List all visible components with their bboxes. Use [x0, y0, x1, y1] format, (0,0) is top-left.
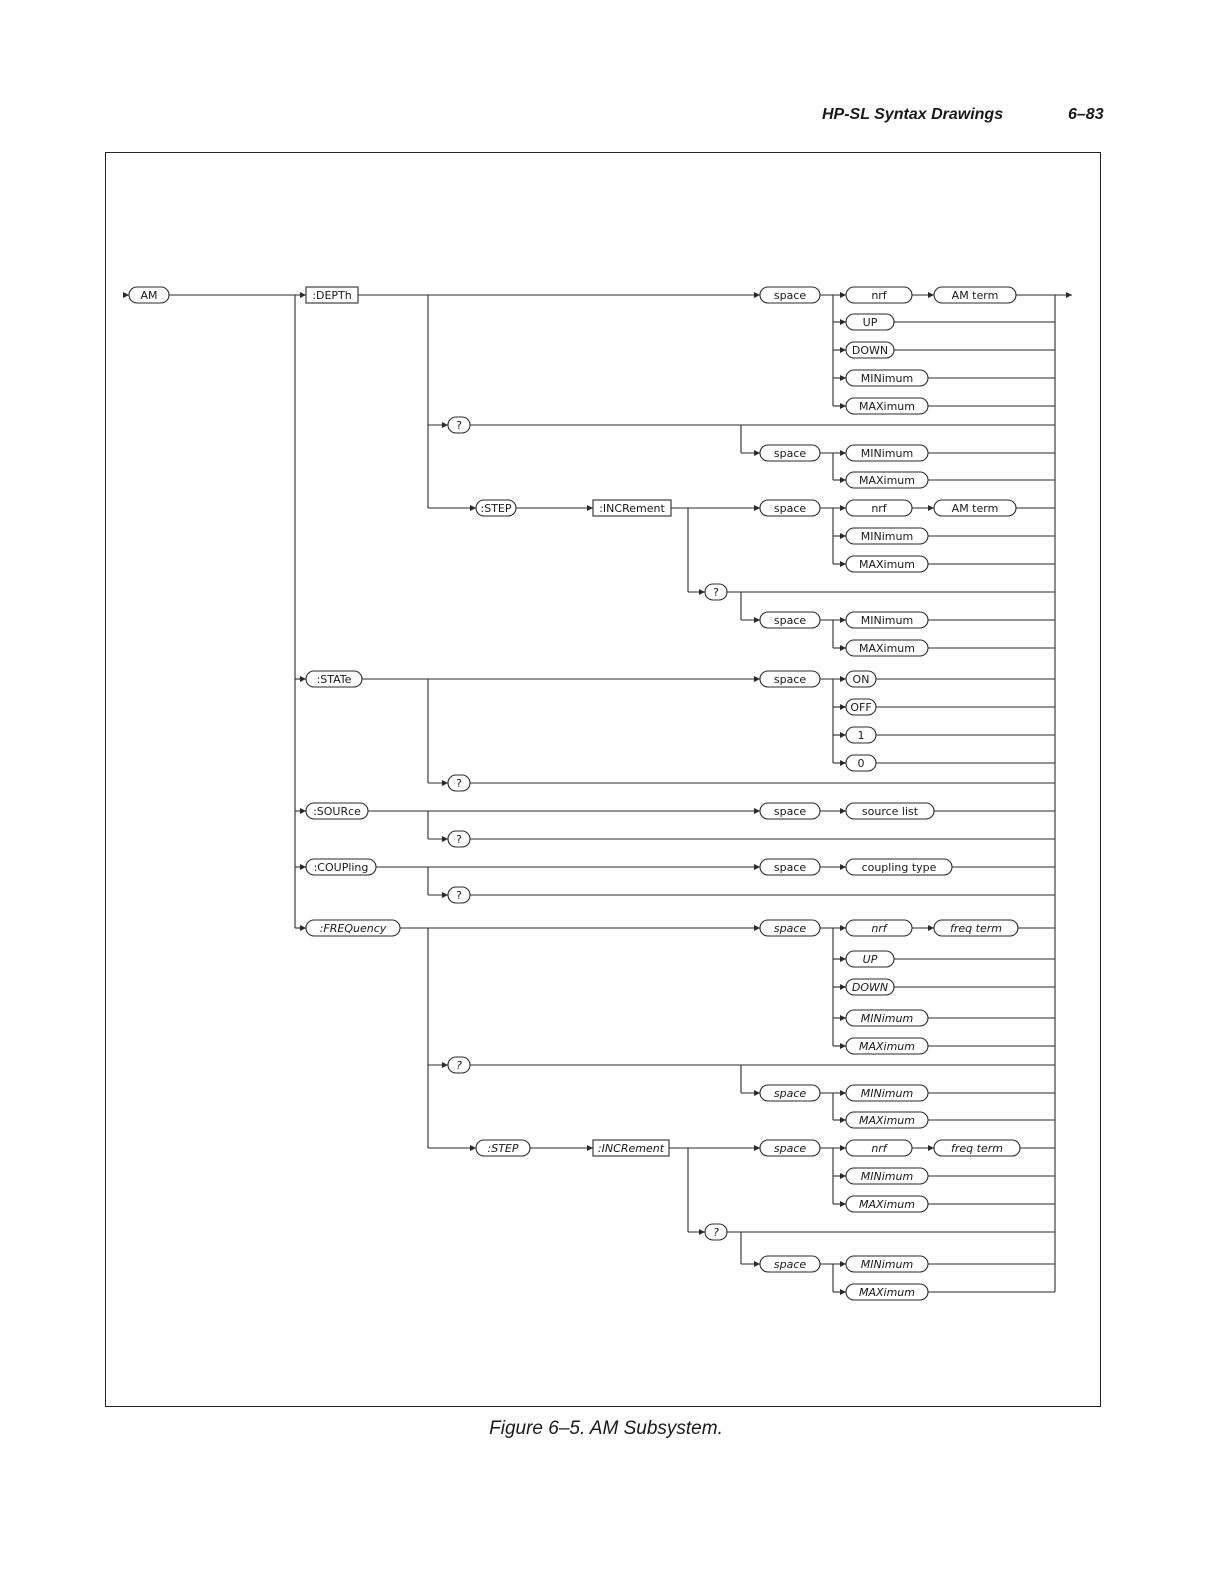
arrow-head	[840, 1117, 846, 1123]
node-query	[705, 1224, 727, 1240]
arrow-head	[754, 1145, 760, 1151]
node-label: freq term	[951, 1142, 1003, 1155]
node-depth	[306, 287, 358, 303]
node-label: space	[773, 805, 807, 818]
node-label: 0	[857, 757, 865, 770]
node-maximum	[846, 640, 928, 656]
node-source	[306, 803, 368, 819]
arrow-head	[300, 864, 306, 870]
node-minimum	[846, 1168, 928, 1184]
node-label: MINimum	[860, 372, 914, 385]
arrow-head	[840, 984, 846, 990]
arrow-head	[840, 956, 846, 962]
node-step	[476, 500, 516, 516]
node-up	[846, 951, 894, 967]
node-maximum	[846, 1196, 928, 1212]
arrow-head	[754, 1090, 760, 1096]
node-label: UP	[862, 316, 878, 329]
node-label: MINimum	[860, 530, 914, 543]
node-minimum	[846, 370, 928, 386]
node-nrf	[846, 500, 912, 516]
arrow-head	[928, 292, 934, 298]
node-label: space	[773, 1142, 807, 1155]
arrow-head	[754, 505, 760, 511]
arrow-head	[754, 450, 760, 456]
figure-caption: Figure 6–5. AM Subsystem.	[489, 1418, 723, 1439]
arrow-head	[754, 925, 760, 931]
node-label: ?	[456, 419, 462, 432]
node-space	[760, 1256, 820, 1272]
node-freq-term	[934, 1140, 1020, 1156]
node-label: AM term	[951, 289, 999, 302]
node-label: ?	[456, 833, 462, 846]
arrow-head	[840, 533, 846, 539]
node-maximum	[846, 398, 928, 414]
node-increment	[593, 500, 671, 516]
arrow-head	[470, 505, 476, 511]
node-off	[846, 699, 876, 715]
node-label: :FREQuency	[319, 922, 387, 935]
node-label: MAXimum	[858, 1040, 916, 1053]
node-label: MAXimum	[858, 558, 916, 571]
node-space	[760, 612, 820, 628]
node-label: nrf	[871, 502, 887, 515]
arrow-head	[1066, 292, 1072, 298]
arrow-head	[840, 1015, 846, 1021]
node-label: MINimum	[860, 1170, 914, 1183]
arrow-head	[840, 925, 846, 931]
arrow-head	[840, 1261, 846, 1267]
node-zero	[846, 755, 876, 771]
arrow-head	[840, 808, 846, 814]
node-label: DOWN	[851, 981, 889, 994]
node-label: nrf	[871, 289, 887, 302]
node-am-term	[934, 500, 1016, 516]
arrow-head	[754, 808, 760, 814]
node-label: UP	[862, 953, 878, 966]
arrow-head	[754, 617, 760, 623]
node-query	[448, 1057, 470, 1073]
arrow-head	[840, 1201, 846, 1207]
arrow-head	[840, 561, 846, 567]
node-label: space	[773, 447, 807, 460]
node-am	[129, 287, 169, 303]
node-label: :INCRement	[599, 502, 665, 515]
arrow-head	[587, 505, 593, 511]
node-label: space	[773, 614, 807, 627]
arrow-head	[442, 422, 448, 428]
node-label: ?	[456, 1059, 462, 1072]
node-coupling	[306, 859, 376, 875]
node-label: coupling type	[861, 861, 937, 874]
node-label: space	[773, 289, 807, 302]
node-label: freq term	[950, 922, 1002, 935]
arrow-head	[840, 732, 846, 738]
node-nrf	[846, 920, 912, 936]
arrow-head	[840, 450, 846, 456]
node-space	[760, 671, 820, 687]
node-label: :DEPTh	[312, 289, 352, 302]
arrow-head	[840, 1043, 846, 1049]
arrow-head	[442, 1062, 448, 1068]
arrow-head	[470, 1145, 476, 1151]
arrow-head	[840, 1289, 846, 1295]
arrow-head	[840, 477, 846, 483]
node-query	[448, 417, 470, 433]
arrow-head	[840, 704, 846, 710]
node-label: space	[773, 1087, 807, 1100]
arrow-head	[840, 1173, 846, 1179]
node-label: source list	[861, 805, 919, 818]
node-maximum	[846, 1284, 928, 1300]
node-label: :COUPling	[313, 861, 369, 874]
arrow-head	[754, 292, 760, 298]
arrow-head	[300, 676, 306, 682]
node-space	[760, 500, 820, 516]
node-space	[760, 445, 820, 461]
node-down	[846, 979, 894, 995]
node-label: 1	[857, 729, 865, 742]
node-minimum	[846, 1256, 928, 1272]
arrow-head	[840, 760, 846, 766]
node-maximum	[846, 472, 928, 488]
node-label: :INCRement	[597, 1142, 665, 1155]
arrow-head	[840, 617, 846, 623]
node-label: MINimum	[860, 1012, 914, 1025]
node-label: :STATe	[316, 673, 352, 686]
node-label: ?	[713, 586, 719, 599]
page-number: 6–83	[1068, 106, 1104, 123]
node-label: AM	[140, 289, 158, 302]
node-space	[760, 1085, 820, 1101]
arrow-head	[840, 676, 846, 682]
arrow-head	[840, 1145, 846, 1151]
node-nrf	[846, 287, 912, 303]
node-maximum	[846, 1038, 928, 1054]
arrow-head	[699, 589, 705, 595]
node-freq-term	[934, 920, 1018, 936]
node-label: MAXimum	[858, 642, 916, 655]
node-minimum	[846, 528, 928, 544]
arrow-head	[840, 1090, 846, 1096]
arrow-head	[442, 780, 448, 786]
node-query	[448, 831, 470, 847]
node-space	[760, 1140, 820, 1156]
node-label: :SOURce	[313, 805, 361, 818]
arrow-head	[840, 403, 846, 409]
node-query	[448, 775, 470, 791]
node-frequency	[306, 920, 400, 936]
node-label: MINimum	[860, 1087, 914, 1100]
arrow-head	[587, 1145, 593, 1151]
node-step	[476, 1140, 530, 1156]
node-minimum	[846, 612, 928, 628]
arrow-head	[754, 676, 760, 682]
arrow-head	[754, 1261, 760, 1267]
node-am-term	[934, 287, 1016, 303]
node-space	[760, 859, 820, 875]
arrow-head	[123, 292, 129, 298]
arrow-head	[699, 1229, 705, 1235]
arrow-head	[300, 925, 306, 931]
node-label: DOWN	[851, 344, 889, 357]
node-minimum	[846, 1085, 928, 1101]
node-up	[846, 314, 894, 330]
arrow-head	[928, 505, 934, 511]
arrow-head	[300, 292, 306, 298]
node-label: MAXimum	[858, 474, 916, 487]
node-label: MAXimum	[858, 1198, 916, 1211]
node-space	[760, 803, 820, 819]
node-label: MINimum	[860, 1258, 914, 1271]
node-label: space	[773, 861, 807, 874]
node-label: nrf	[871, 1142, 887, 1155]
node-label: AM term	[951, 502, 999, 515]
node-query	[448, 887, 470, 903]
node-label: :STEP	[487, 1142, 519, 1155]
node-label: space	[773, 922, 807, 935]
node-one	[846, 727, 876, 743]
node-label: ON	[852, 673, 870, 686]
node-label: ?	[713, 1226, 719, 1239]
node-coupling-type	[846, 859, 952, 875]
node-query	[705, 584, 727, 600]
arrow-head	[840, 347, 846, 353]
running-header-title: HP-SL Syntax Drawings	[822, 106, 1004, 123]
node-space	[760, 920, 820, 936]
arrow-head	[840, 319, 846, 325]
arrow-head	[840, 375, 846, 381]
node-maximum	[846, 556, 928, 572]
node-nrf	[846, 1140, 912, 1156]
arrow-head	[442, 892, 448, 898]
arrow-head	[840, 292, 846, 298]
node-increment	[593, 1140, 669, 1156]
node-label: ?	[456, 889, 462, 902]
node-label: OFF	[850, 701, 872, 714]
node-label: nrf	[871, 922, 887, 935]
node-label: MAXimum	[858, 1114, 916, 1127]
node-label: space	[773, 502, 807, 515]
arrow-head	[840, 645, 846, 651]
node-label: MAXimum	[858, 1286, 916, 1299]
node-label: MINimum	[860, 614, 914, 627]
arrow-head	[928, 925, 934, 931]
node-minimum	[846, 445, 928, 461]
node-maximum	[846, 1112, 928, 1128]
arrow-head	[442, 836, 448, 842]
arrow-head	[840, 505, 846, 511]
node-state	[306, 671, 362, 687]
node-down	[846, 342, 894, 358]
node-on	[846, 671, 876, 687]
arrow-head	[928, 1145, 934, 1151]
node-space	[760, 287, 820, 303]
node-label: :STEP	[480, 502, 512, 515]
node-label: MAXimum	[858, 400, 916, 413]
node-label: space	[773, 673, 807, 686]
arrow-head	[754, 864, 760, 870]
node-minimum	[846, 1010, 928, 1026]
node-label: MINimum	[860, 447, 914, 460]
node-label: ?	[456, 777, 462, 790]
node-label: space	[773, 1258, 807, 1271]
arrow-head	[300, 808, 306, 814]
arrow-head	[840, 864, 846, 870]
node-source-list	[846, 803, 934, 819]
